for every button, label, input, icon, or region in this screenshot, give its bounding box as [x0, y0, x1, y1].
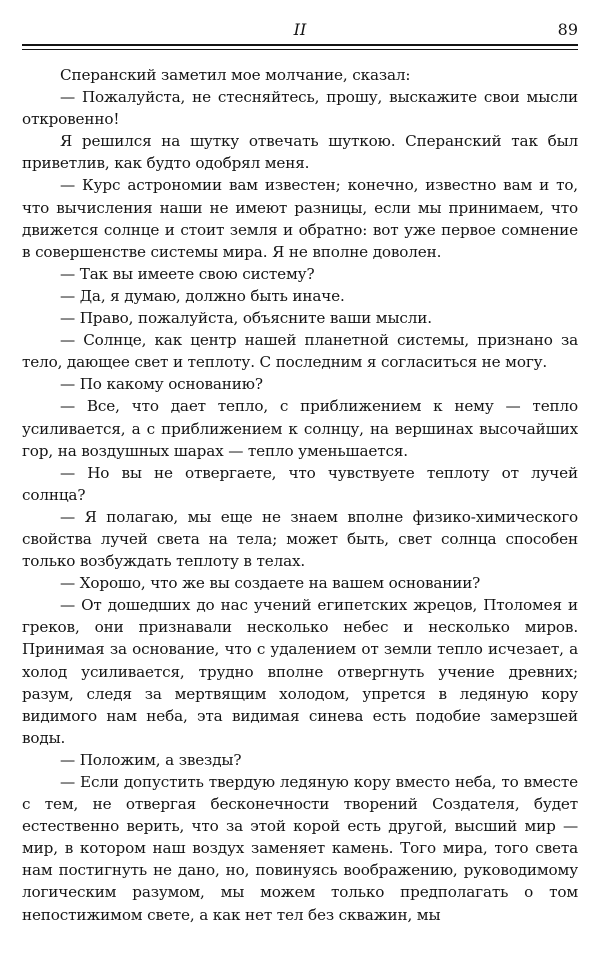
- paragraph-2: — Пожалуйста, не стесняйтесь, прошу, выскажите свои мысли откровенно!: [22, 88, 578, 129]
- paragraph-13: — Хорошо, что же вы создаете на вашем основании?: [60, 574, 481, 593]
- paragraph-5: — Так вы имеете свою систему?: [60, 264, 315, 283]
- paragraph-7: — Право, пожалуйста, объясните ваши мысли.: [60, 309, 432, 328]
- paragraph-6: — Да, я думаю, должно быть иначе.: [60, 286, 345, 305]
- paragraph-11: — Но вы не отвергаете, что чувствуете теплоту от лучей солнца?: [22, 463, 578, 504]
- header-rule-thin: [22, 49, 578, 50]
- body-text: [22, 64, 578, 926]
- paragraph-14: — От дошедших до нас учений египетских жрецов, Птоломея и греков, они признавали несколько небес и несколько миров. Принимая за основание, что с удалением от земли тепло исчезает, а холод усиливается, трудно вполне отвергнуть учение древних; разум, следя за мертвящим холодом, упрется в ледяную кору видимого нам неба, эта видимая синева есть подобие замерзшей воды.: [22, 596, 578, 747]
- paragraph-15: — Положим, а звезды?: [60, 750, 242, 769]
- paragraph-9: — По какому основанию?: [60, 375, 263, 394]
- paragraph-1: Сперанский заметил мое молчание, сказал:: [60, 66, 411, 84]
- page-header: [22, 18, 578, 44]
- paragraph-8: — Солнце, как центр нашей планетной системы, признано за тело, дающее свет и теплоту. С последним я согласиться не могу.: [22, 331, 578, 372]
- paragraph-10: — Все, что дает тепло, с приближением к нему — тепло усиливается, а с приближением к солнцу, на вершинах высочайших гор, на воздушных шарах — тепло уменьшается.: [22, 397, 578, 460]
- paragraph-4: — Курс астрономии вам известен; конечно, известно вам и то, что вычисления наши не имеют разницы, если мы принимаем, что движется солнце и стоит земля и обратно: вот уже первое сомнение в совершенстве системы мира. Я не вполне доволен.: [22, 176, 578, 261]
- page-number: 89: [557, 20, 578, 39]
- paragraph-12: — Я полагаю, мы еще не знаем вполне физико-химического свойства лучей света на тела; может быть, свет солнца способен только возбуждать теплоту в телах.: [22, 507, 578, 571]
- running-head-chapter: II: [293, 20, 307, 39]
- paragraph-16: — Если допустить твердую ледяную кору вместо неба, то вместе с тем, не отвергая бесконечности творений Создателя, будет естественно верить, что за этой корой есть другой, высший мир — мир, в котором наш воздух заменяет камень. Того мира, того света нам постигнуть не дано, но, повинуясь воображению, руководимому логическим разумом, мы можем только предполагать о том непостижимом свете, а как нет тел без скважин, мы: [22, 773, 578, 924]
- header-rule: [22, 44, 578, 46]
- paragraph-3: Я решился на шутку отвечать шуткою. Сперанский так был приветлив, как будто одобрял меня.: [22, 132, 578, 173]
